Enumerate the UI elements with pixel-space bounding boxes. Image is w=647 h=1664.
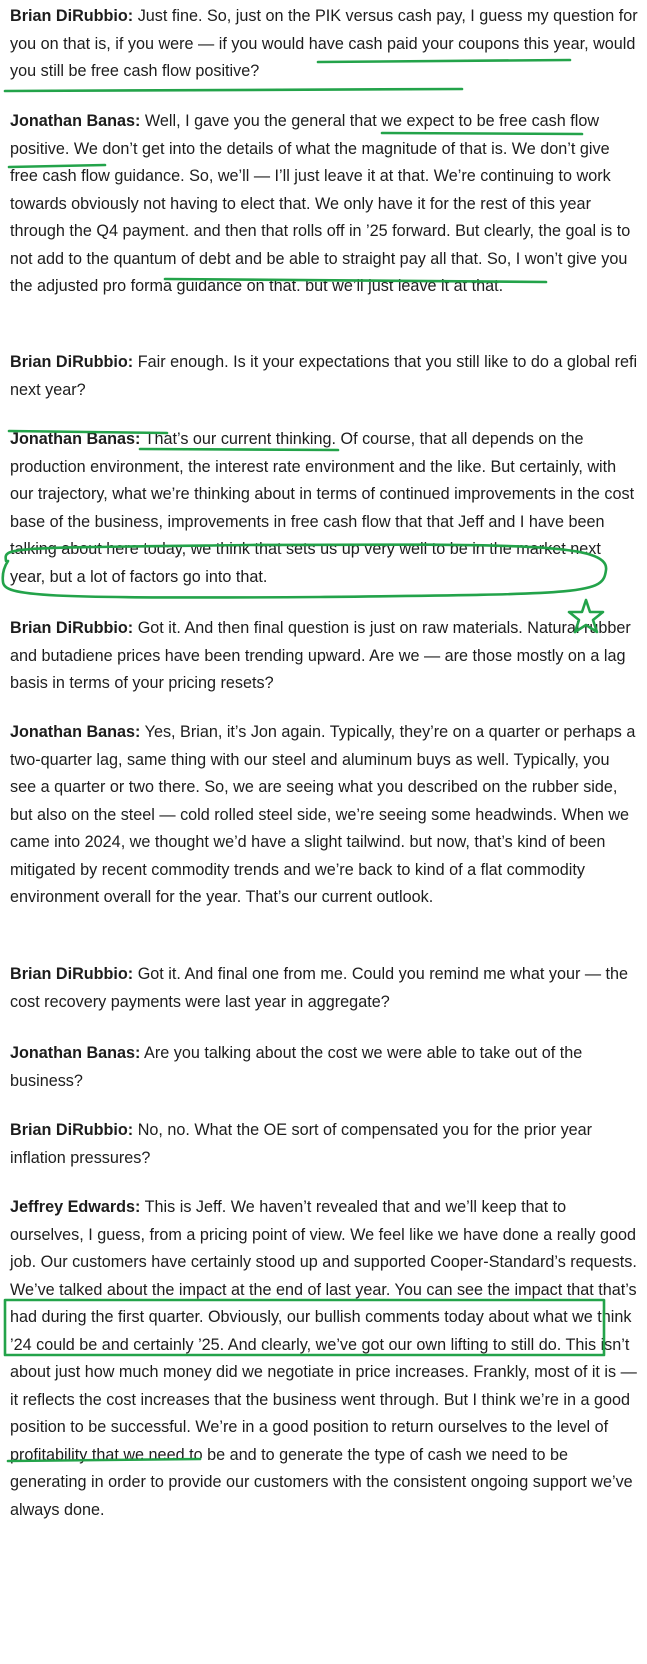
speaker-name: Jonathan Banas: (10, 112, 141, 130)
transcript-paragraph (10, 719, 640, 912)
transcript-paragraph (10, 3, 640, 86)
paragraph-text: No, no. What the OE sort of compensated you for the prior year inflation pressures? (10, 1121, 593, 1167)
speaker-name: Jonathan Banas: (10, 723, 141, 741)
transcript-paragraph (10, 349, 640, 404)
transcript-paragraph (10, 961, 640, 1016)
speaker-name: Jeffrey Edwards: (10, 1198, 141, 1216)
paragraph-text: That’s our current thinking. Of course, that all depends on the production environment, the interest rate environment and the like. But certainly, with our trajectory, what we’re thinking about in terms of continued improvements in the cost base of the business, improvements in free cash flow that that Jeff and I have been talking about here today, we think that sets us up very well to be in the market next year, but a lot of factors go into that. (10, 430, 635, 586)
transcript-paragraph (10, 1194, 640, 1524)
speaker-name: Brian DiRubbio: (10, 965, 134, 983)
paragraph-text: Got it. And final one from me. Could you remind me what your — the cost recovery payments were last year in aggregate? (10, 965, 629, 1011)
transcript-paragraph (10, 1040, 640, 1095)
paragraph-text: Well, I gave you the general that we expect to be free cash flow positive. We don’t get into the details of what the magnitude of that is. We don’t give free cash flow guidance. So, we’ll — I’ll just leave it at that. We’re continuing to work towards obviously not having to elect that. We only have it for the rest of this year through the Q4 payment. and then that rolls off in ’25 forward. But clearly, the goal is to not add to the quantum of debt and be able to straight pay all that. So, I won’t give you the adjusted pro forma guidance on that. but we’ll just leave it at that. (10, 112, 631, 295)
paragraph-text: Got it. And then final question is just on raw materials. Natural rubber and butadiene prices have been trending upward. Are we — are those mostly on a lag basis in terms of your pricing resets? (10, 619, 631, 692)
paragraph-text: Yes, Brian, it’s Jon again. Typically, they’re on a quarter or perhaps a two-quarter lag, same thing with our steel and aluminum buys as well. Typically, you see a quarter or two there. So, we are seeing what you described on the rubber side, but also on the steel — cold rolled steel side, we’re seeing some headwinds. When we came into 2024, we thought we’d have a slight tailwind. but now, that’s kind of been mitigated by recent commodity trends and we’re back to kind of a flat commodity environment overall for the year. That’s our current outlook. (10, 723, 636, 906)
speaker-name: Jonathan Banas: (10, 1044, 141, 1062)
paragraph-text: This is Jeff. We haven’t revealed that and we’ll keep that to ourselves, I guess, from a pricing point of view. We feel like we have done a really good job. Our customers have certainly stood up and supported Cooper-Standard’s requests. We’ve talked about the impact at the end of last year. You can see the impact that that’s had during the first quarter. Obviously, our bullish comments today about what we think ’24 could be and certainly ’25. And clearly, we’ve got our own lifting to still do. This isn’t about just how much money did we negotiate in price increases. Frankly, most of it is — it reflects the cost increases that the business went through. But I think we’re in a good position to be successful. We’re in a good position to return ourselves to the level of profitability that we need to be and to generate the type of cash we need to be generating in order to provide our customers with the consistent ongoing support we’ve always done. (10, 1198, 637, 1519)
speaker-name: Brian DiRubbio: (10, 7, 134, 25)
transcript-paragraph (10, 615, 640, 698)
speaker-name: Brian DiRubbio: (10, 1121, 134, 1139)
transcript-paragraph (10, 108, 640, 301)
transcript-paragraph (10, 426, 640, 591)
paragraph-text: Are you talking about the cost we were able to take out of the business? (10, 1044, 583, 1090)
speaker-name: Jonathan Banas: (10, 430, 141, 448)
speaker-name: Brian DiRubbio: (10, 619, 134, 637)
paragraph-text: Fair enough. Is it your expectations that you still like to do a global refi next year? (10, 353, 638, 399)
transcript-paragraph (10, 1117, 640, 1172)
paragraph-text: Just fine. So, just on the PIK versus cash pay, I guess my question for you on that is, if you were — if you would have cash paid your coupons this year, would you still be free cash flow positive? (10, 7, 638, 80)
speaker-name: Brian DiRubbio: (10, 353, 134, 371)
